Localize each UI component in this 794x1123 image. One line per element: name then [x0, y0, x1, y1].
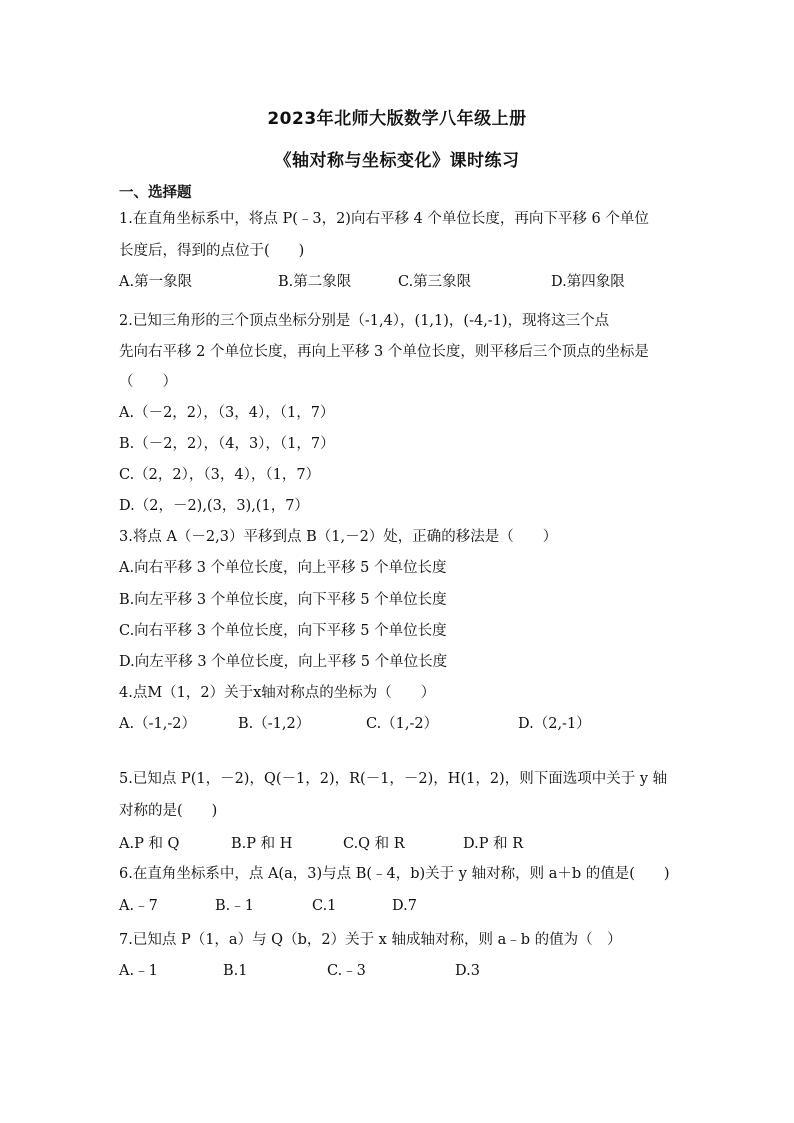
question-4-option-b: B.（-1,2） — [238, 716, 311, 732]
question-2-option-a: A.（－2，2），（3，4），（1，7） — [119, 405, 335, 421]
page-subtitle: 《轴对称与坐标变化》课时练习 — [274, 151, 520, 171]
question-6-option-a: A.﹣7 — [119, 898, 158, 914]
question-1-line-1: 1.在直角坐标系中，将点 P(﹣3，2)向右平移 4 个单位长度，再向下平移 6 个单位 — [119, 211, 649, 227]
question-2-line-2: 先向右平移 2 个单位长度，再向上平移 3 个单位长度，则平移后三个顶点的坐标是 — [119, 344, 649, 360]
question-2-option-b: B.（－2，2），（4，3），（1，7） — [119, 436, 335, 452]
question-2-line-1: 2.已知三角形的三个顶点坐标分别是（-1,4），(1,1)，(-4,-1)，现将这三个点 — [119, 313, 610, 329]
question-1-option-c: C.第三象限 — [398, 274, 472, 290]
question-3-option-d: D.向左平移 3 个单位长度，向上平移 5 个单位长度 — [119, 654, 448, 670]
question-5-option-d: D.P 和 R — [463, 836, 524, 852]
question-1-option-a: A.第一象限 — [119, 274, 193, 290]
question-6-option-d: D.7 — [392, 898, 417, 914]
question-7-option-b: B.1 — [223, 963, 248, 979]
question-4-line-1: 4.点M（1，2）关于x轴对称点的坐标为（ ） — [119, 685, 436, 701]
question-7-option-d: D.3 — [455, 963, 480, 979]
question-7-option-a: A.﹣1 — [119, 963, 158, 979]
question-7-line-1: 7.已知点 P（1，a）与 Q（b，2）关于 x 轴成轴对称，则 a﹣b 的值为（ ） — [119, 932, 622, 948]
question-2-option-c: C.（2，2），（3，4），（1，7） — [119, 467, 321, 483]
question-3-line-1: 3.将点 A（－2,3）平移到点 B（1,－2）处，正确的移法是（ ） — [119, 529, 558, 545]
question-1-option-d: D.第四象限 — [551, 274, 625, 290]
question-2-option-d: D.（2，－2),(3，3),(1，7） — [119, 498, 309, 514]
question-4-option-a: A.（-1,-2） — [119, 716, 196, 732]
question-5-option-c: C.Q 和 R — [343, 836, 405, 852]
question-2-line-3: （ ） — [119, 374, 177, 390]
section-heading: 一、选择题 — [119, 185, 192, 201]
question-5-line-1: 5.已知点 P(1，－2)，Q(－1，2)，R(－1，－2)，H(1，2)，则下面选项中关于 y 轴 — [119, 771, 668, 787]
question-4-option-d: D.（2,-1） — [518, 716, 591, 732]
question-5-option-a: A.P 和 Q — [119, 836, 180, 852]
page-title: 2023年北师大版数学八年级上册 — [267, 109, 527, 129]
question-1-line-2: 长度后，得到的点位于( ) — [119, 243, 305, 259]
question-3-option-b: B.向左平移 3 个单位长度，向下平移 5 个单位长度 — [119, 592, 447, 608]
question-6-option-c: C.1 — [312, 898, 337, 914]
question-7-option-c: C.﹣3 — [327, 963, 366, 979]
question-1-option-b: B.第二象限 — [278, 274, 352, 290]
question-5-option-b: B.P 和 H — [231, 836, 293, 852]
question-5-line-2: 对称的是( ) — [119, 803, 218, 819]
question-3-option-a: A.向右平移 3 个单位长度，向上平移 5 个单位长度 — [119, 560, 447, 576]
question-3-option-c: C.向右平移 3 个单位长度，向下平移 5 个单位长度 — [119, 623, 447, 639]
question-6-line-1: 6.在直角坐标系中，点 A(a，3)与点 B(﹣4，b)关于 y 轴对称，则 a＋b 的值是( ) — [119, 866, 670, 882]
question-4-option-c: C.（1,-2） — [366, 716, 439, 732]
question-6-option-b: B.﹣1 — [215, 898, 254, 914]
